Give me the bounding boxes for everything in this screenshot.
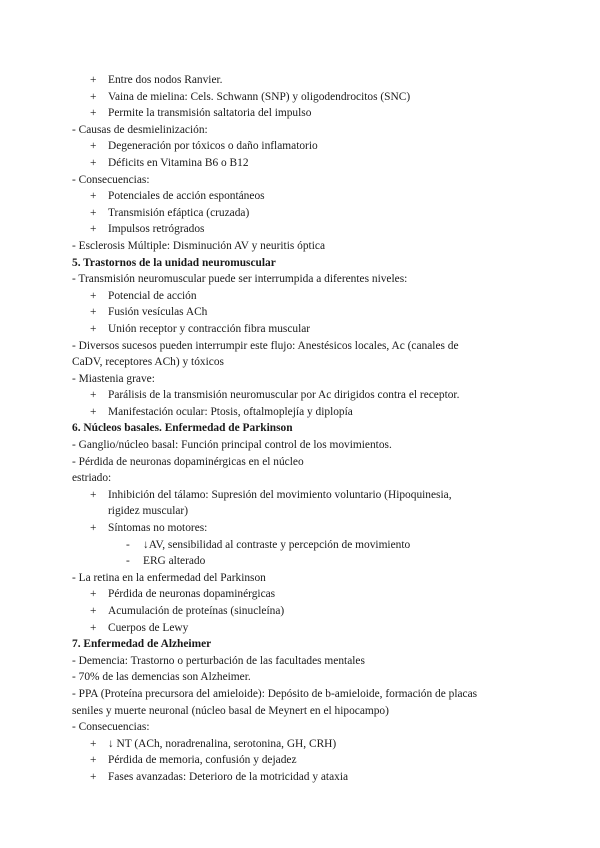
bullet-item	[0, 404, 600, 421]
bullet-item	[0, 620, 600, 637]
bullet-text: Manifestación ocular: Ptosis, oftalmoplejía y diplopía	[108, 405, 353, 418]
bullet-text: Déficits en Vitamina B6 o B12	[108, 156, 249, 169]
bullet-marker: +	[90, 522, 97, 535]
bullet-item	[0, 205, 600, 222]
bullet-text: Parálisis de la transmisión neuromuscular por Ac dirigidos contra el receptor.	[108, 389, 460, 402]
bullet-item	[0, 321, 600, 338]
text-line: - Ganglio/núcleo basal: Función principal control de los movimientos.	[72, 439, 392, 452]
bullet-marker: +	[90, 306, 97, 319]
bullet-marker: +	[90, 405, 97, 418]
bullet-item	[0, 603, 600, 620]
text-line: - Causas de desmielinización:	[72, 123, 208, 136]
bullet-item	[0, 586, 600, 603]
section-heading: 7. Enfermedad de Alzheimer	[72, 638, 212, 651]
bullet-item	[0, 520, 600, 537]
bullet-text: Cuerpos de Lewy	[108, 621, 189, 634]
bullet-text: Degeneración por tóxicos o daño inflamatorio	[108, 140, 318, 153]
text-line: - Pérdida de neuronas dopaminérgicas en el núcleo	[72, 455, 304, 468]
bullet-text: Unión receptor y contracción fibra muscular	[108, 322, 311, 335]
bullet-item	[0, 736, 600, 753]
bullet-text: Potencial de acción	[108, 289, 197, 302]
bullet-marker: +	[90, 190, 97, 203]
bullet-text: Pérdida de neuronas dopaminérgicas	[108, 588, 276, 601]
text-line: - Consecuencias:	[72, 721, 150, 734]
bullet-item	[0, 752, 600, 769]
bullet-text: Acumulación de proteínas (sinucleína)	[108, 605, 285, 617]
bullet-text: Transmisión efáptica (cruzada)	[108, 206, 250, 219]
bullet-item	[0, 387, 600, 404]
section-heading: 5. Trastornos de la unidad neuromuscular	[72, 256, 276, 269]
bullet-marker: +	[90, 223, 97, 236]
bullet-marker: +	[90, 737, 97, 750]
bullet-marker: +	[90, 488, 97, 501]
bullet-marker: -	[126, 538, 130, 551]
bullet-item	[0, 89, 600, 106]
text-line: - Consecuencias:	[72, 173, 150, 186]
text-line: - La retina en la enfermedad del Parkinson	[72, 571, 266, 584]
bullet-text: Permite la transmisión saltatoria del impulso	[108, 107, 312, 120]
bullet-text: Potenciales de acción espontáneos	[108, 190, 265, 203]
bullet-text: Pérdida de memoria, confusión y dejadez	[108, 754, 297, 767]
bullet-marker: +	[90, 605, 97, 617]
bullet-marker: -	[126, 555, 130, 568]
bullet-text: Vaina de mielina: Cels. Schwann (SNP) y oligodendrocitos (SNC)	[108, 90, 411, 103]
text-line: - Diversos sucesos pueden interrumpir este flujo: Anestésicos locales, Ac (canales de	[72, 339, 459, 352]
bullet-marker: +	[90, 156, 97, 169]
bullet-item	[0, 138, 600, 155]
bullet-marker: +	[90, 588, 97, 601]
text-line: - Demencia: Trastorno o perturbación de las facultades mentales	[72, 654, 365, 667]
bullet-item	[0, 487, 600, 504]
bullet-item	[0, 288, 600, 305]
bullet-text: Entre dos nodos Ranvier.	[108, 74, 223, 86]
bullet-marker: +	[90, 621, 97, 634]
text-line: estriado:	[72, 472, 112, 485]
document-body	[0, 72, 600, 786]
bullet-marker: +	[90, 770, 97, 783]
sub-bullet-item	[0, 553, 600, 570]
bullet-text: Impulsos retrógrados	[108, 223, 205, 236]
bullet-marker: +	[90, 90, 97, 103]
bullet-item	[0, 221, 600, 238]
bullet-item	[0, 105, 600, 122]
bullet-marker: +	[90, 322, 97, 335]
text-line: - PPA (Proteína precursora del amieloide): Depósito de b-amieloide, formación de placas	[72, 687, 478, 700]
bullet-text: Síntomas no motores:	[108, 522, 208, 535]
text-line: - Transmisión neuromuscular puede ser interrumpida a diferentes niveles:	[72, 273, 408, 286]
section-heading: 6. Núcleos basales. Enfermedad de Parkinson	[72, 422, 293, 435]
text-line: rigidez muscular)	[108, 505, 189, 518]
bullet-text: Inhibición del tálamo: Supresión del movimiento voluntario (Hipoquinesia,	[108, 488, 452, 501]
bullet-marker: +	[90, 107, 97, 120]
bullet-text: ↓AV, sensibilidad al contraste y percepción de movimiento	[143, 538, 411, 551]
bullet-text: Fusión vesículas ACh	[108, 306, 208, 319]
bullet-marker: +	[90, 74, 97, 86]
bullet-item	[0, 72, 600, 89]
bullet-marker: +	[90, 389, 97, 402]
bullet-marker: +	[90, 289, 97, 302]
bullet-text: ↓ NT (ACh, noradrenalina, serotonina, GH, CRH)	[108, 737, 337, 750]
bullet-marker: +	[90, 206, 97, 219]
bullet-item	[0, 188, 600, 205]
text-line: - Miastenia grave:	[72, 372, 155, 385]
bullet-item	[0, 304, 600, 321]
bullet-text: Fases avanzadas: Deterioro de la motricidad y ataxia	[108, 770, 349, 783]
bullet-marker: +	[90, 754, 97, 767]
text-line: - 70% de las demencias son Alzheimer.	[72, 671, 251, 684]
text-line: seniles y muerte neuronal (núcleo basal de Meynert en el hipocampo)	[72, 704, 389, 717]
text-line: CaDV, receptores ACh) y tóxicos	[72, 356, 224, 369]
text-line: - Esclerosis Múltiple: Disminución AV y neuritis óptica	[72, 239, 326, 252]
bullet-marker: +	[90, 140, 97, 153]
bullet-item	[0, 769, 600, 786]
bullet-text: ERG alterado	[143, 555, 206, 568]
bullet-item	[0, 155, 600, 172]
sub-bullet-item	[0, 537, 600, 554]
